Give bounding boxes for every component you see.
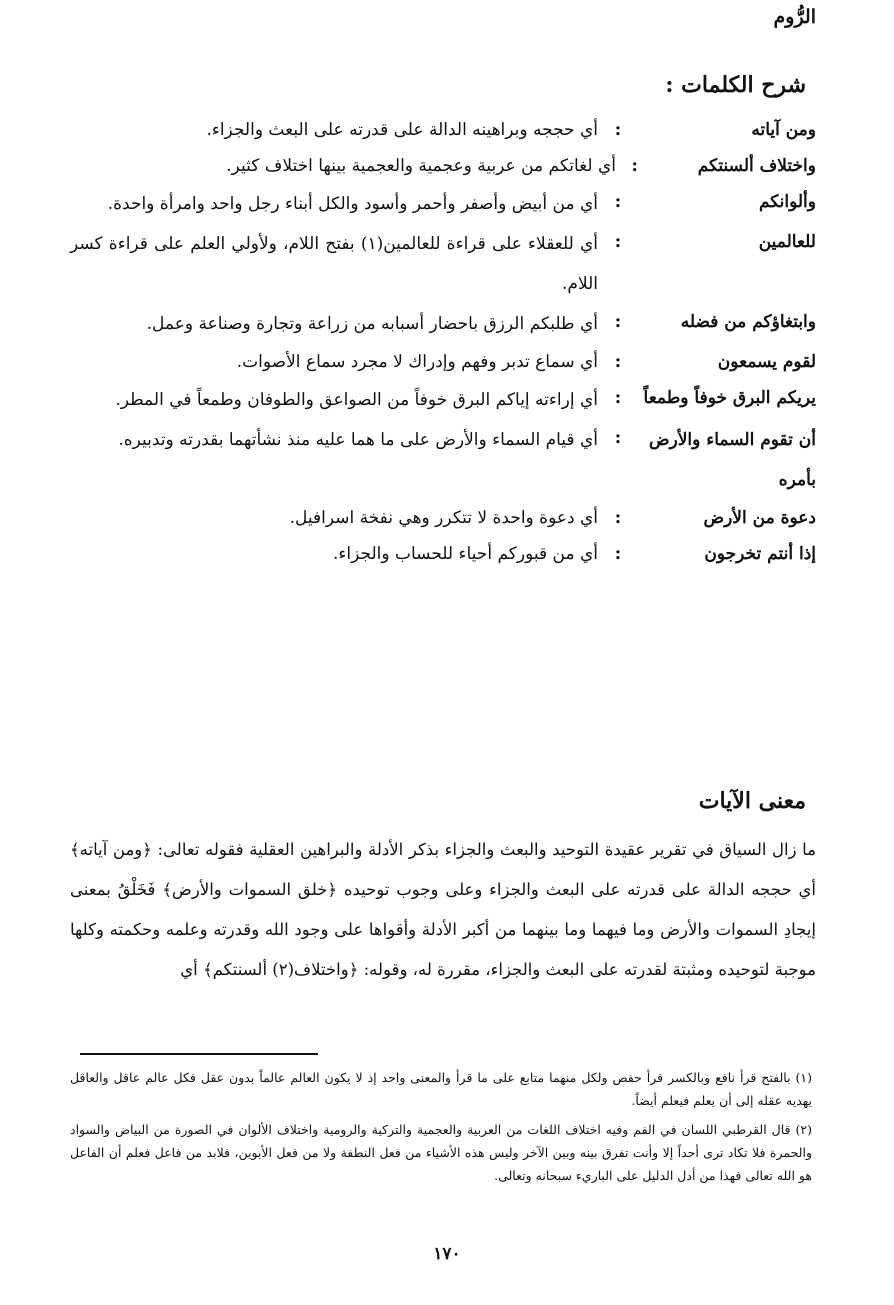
glossary-term: وابتغاؤكم من فضله [680,312,816,332]
glossary-term: ومن آياته [751,120,816,140]
glossary-entry [70,420,816,500]
glossary-entry [70,344,816,380]
glossary-entry [70,380,816,420]
glossary-definition: أي للعقلاء على قراءة للعالمين(١) بفتح اللام، ولأولي العلم على قراءة كسر اللام. [70,234,598,294]
glossary-definition: أي من أبيض وأصفر وأحمر وأسود والكل أبناء رجل واحد وامرأة واحدة. [107,194,598,214]
glossary-separator: : [614,507,622,528]
glossary-separator: : [614,543,622,564]
glossary-definition: أي دعوة واحدة لا تتكرر وهي نفخة اسرافيل. [289,508,598,528]
glossary-definition: أي سماع تدبر وفهم وإدراك لا مجرد سماع الأصوات. [236,352,598,372]
running-head: الرُّوم [773,6,816,28]
footnotes [70,1066,812,1193]
glossary-separator: : [614,119,622,140]
glossary-separator: : [614,387,622,408]
glossary-entry [70,304,816,344]
glossary-term: إذا أنتم تخرجون [704,544,816,564]
glossary-title: شرح الكلمات : [665,72,806,98]
glossary-separator: : [614,351,622,372]
glossary-entry [70,112,816,148]
glossary-entry [70,500,816,536]
glossary-list [70,112,816,572]
glossary-entry [70,536,816,572]
glossary-definition: أي لغاتكم من عربية وعجمية والعجمية بينها اختلاف كثير. [226,156,616,176]
glossary-entry [70,224,816,304]
glossary-separator: : [614,311,622,332]
glossary-definition: أي قيام السماء والأرض على ما هما عليه منذ نشأتهما بقدرته وتدبيره. [118,430,598,450]
glossary-term: أن تقوم السماء والأرض بأمره [648,430,816,490]
glossary-term: واختلاف ألسنتكم [697,156,816,176]
glossary-definition: أي حججه وبراهينه الدالة على قدرته على البعث والجزاء. [206,120,598,140]
page-number: ١٧٠ [433,1244,461,1264]
glossary-term: دعوة من الأرض [703,508,816,528]
glossary-definition: أي إراءته إياكم البرق خوفاً من الصواعق والطوفان وطمعاً في المطر. [115,390,598,410]
meaning-title: معنى الآيات [698,788,806,814]
glossary-entry [70,184,816,224]
footnote-2: (٢) قال القرطبي اللسان في الفم وفيه اختلاف اللغات من العربية والعجمية والتركية والرومية واختلاف الألوان في الصورة من البياض والسواد والحمرة فلا تكاد ترى أحداً إلا وأنت تفرق بينه وبين الآخر وليس هذه الأشياء من فعل النطفة ولا من فعل الأبوين، فلابد من فاعل فعلم أن الفاعل هو الله تعالى فهذا من أدل الدليل على الباريء سبحانه وتعالى. [70,1122,812,1183]
glossary-separator: : [614,427,622,448]
footnote-divider [80,1053,318,1055]
meaning-paragraph: ما زال السياق في تقرير عقيدة التوحيد والبعث والجزاء بذكر الأدلة والبراهين العقلية فقوله تعالى: ﴿ومن آياته﴾ أي حججه الدالة على قدرته على البعث والجزاء وعلى وجوب توحيده ﴿خلق السموات والأرض﴾ فَخَلْقُ بمعنى إيجادِ السموات والأرض وما فيهما وما بينهما من أكبر الأدلة وأقواها على وجود الله وقدرته وعلمه وحكمته وكلها موجبة لتوحيده ومثبتة لقدرته على البعث والجزاء، مقررة له، وقوله: ﴿واختلاف(٢) ألسنتكم﴾ أي [70,840,816,979]
glossary-term: لقوم يسمعون [717,352,816,372]
glossary-term: وألوانكم [758,192,816,212]
glossary-definition: أي من قبوركم أحياء للحساب والجزاء. [332,544,598,564]
glossary-term: يريكم البرق خوفاً وطمعاً [643,388,816,408]
glossary-term: للعالمين [758,232,816,252]
glossary-separator: : [614,231,622,252]
glossary-definition: أي طلبكم الرزق باحضار أسبابه من زراعة وتجارة وصناعة وعمل. [146,314,598,334]
footnote-1: (١) بالفتح قرأ نافع وبالكسر قرأ حفص ولكل منهما متابع على ما قرأ والمعنى واحد إذ لا يكون العالم عالماً بدون عقل فكل عالم عاقل والعاقل يهديه عقله إلى أن يعلم فيعلم أيضاً. [70,1070,812,1108]
glossary-separator: : [631,155,638,176]
glossary-entry [70,148,816,184]
glossary-separator: : [614,191,622,212]
